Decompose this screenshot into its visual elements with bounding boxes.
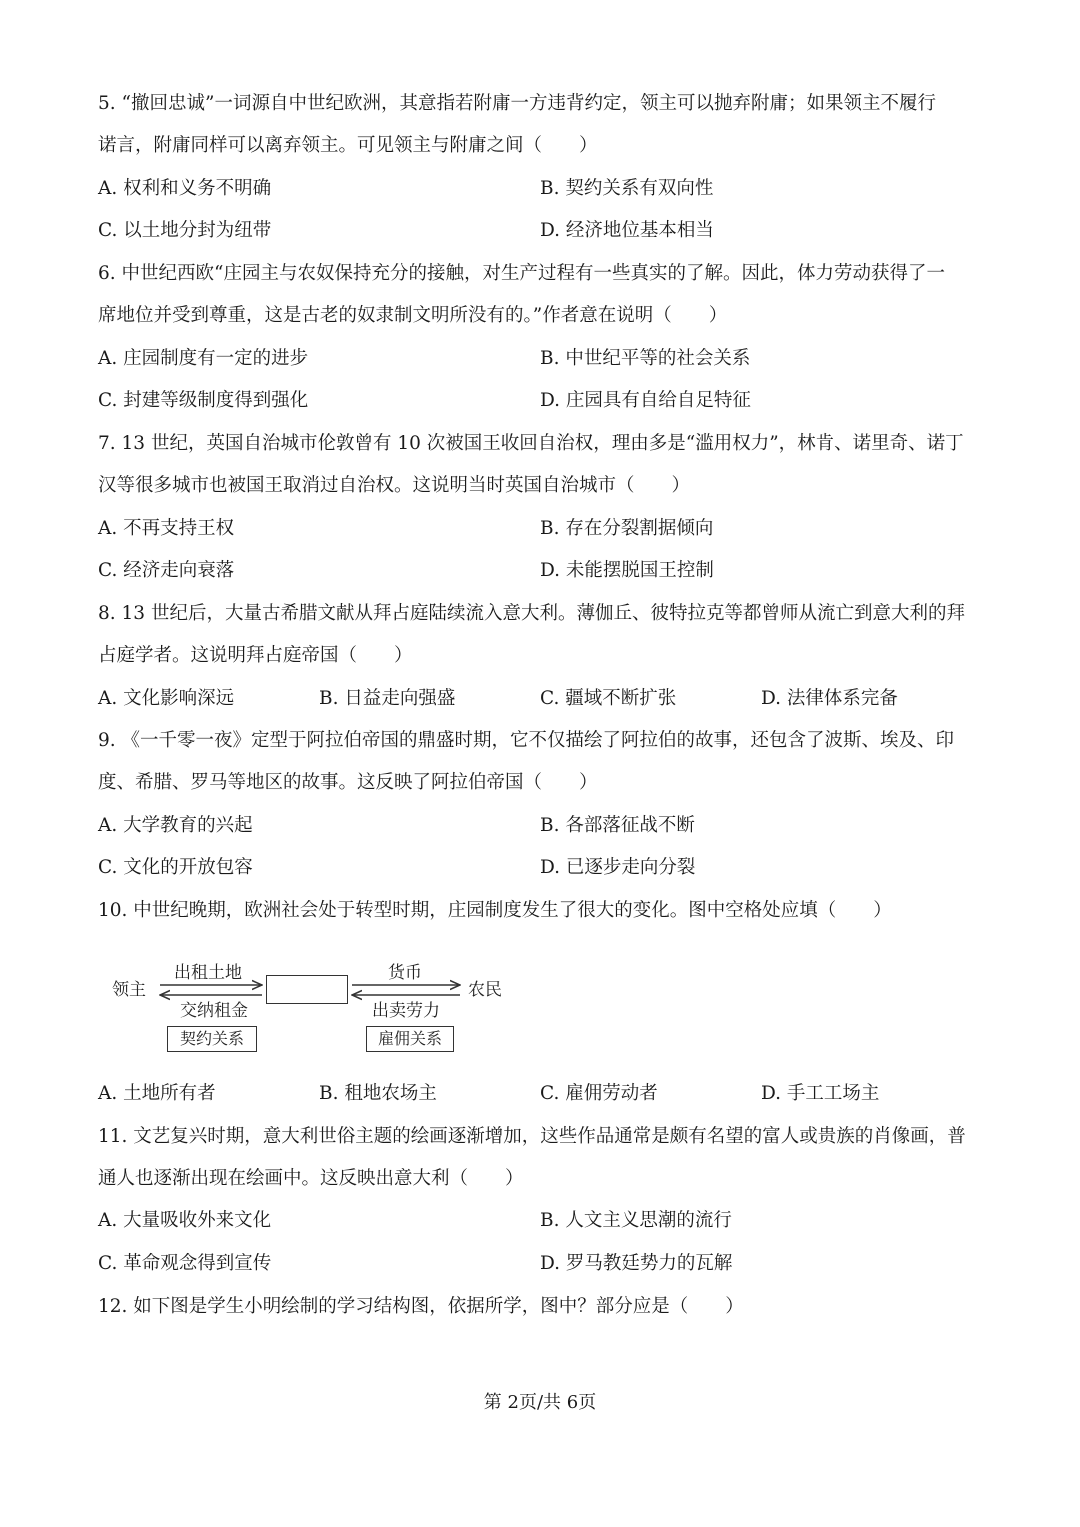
q11-line-2: 通人也逐渐出现在绘画中。这反映出意大利（ ） <box>98 1168 524 1189</box>
q5-option-d[interactable]: D. 经济地位基本相当 <box>540 220 714 241</box>
q8-option-a[interactable]: A. 文化影响深远 <box>98 688 235 709</box>
manor-relations-diagram <box>100 955 520 1060</box>
q6-line-2: 席地位并受到尊重，这是古老的奴隶制文明所没有的。”作者意在说明（ ） <box>98 305 728 326</box>
q12-line-1: 12. 如下图是学生小明绘制的学习结构图，依据所学，图中？部分应是（ ） <box>98 1296 744 1317</box>
tag-contract-relation: 契约关系 <box>167 1026 257 1052</box>
q5-option-a[interactable]: A. 权利和义务不明确 <box>98 178 272 199</box>
q5-option-b[interactable]: B. 契约关系有双向性 <box>540 178 714 199</box>
q11-option-a[interactable]: A. 大量吸收外来文化 <box>98 1210 272 1231</box>
label-pay-rent: 交纳租金 <box>180 1001 248 1021</box>
label-money: 货币 <box>388 963 422 983</box>
q8-option-c[interactable]: C. 疆域不断扩张 <box>540 688 677 709</box>
q7-option-b[interactable]: B. 存在分裂割据倾向 <box>540 518 714 539</box>
q11-option-c[interactable]: C. 革命观念得到宣传 <box>98 1253 272 1274</box>
q10-option-b[interactable]: B. 租地农场主 <box>319 1083 437 1104</box>
q7-option-a[interactable]: A. 不再支持王权 <box>98 518 235 539</box>
blank-answer-box <box>266 975 348 1004</box>
q10-option-a[interactable]: A. 土地所有者 <box>98 1083 216 1104</box>
q11-option-b[interactable]: B. 人文主义思潮的流行 <box>540 1210 732 1231</box>
node-peasant: 农民 <box>468 980 502 1000</box>
diagram-arrows <box>100 955 520 1060</box>
q10-line-1: 10. 中世纪晚期，欧洲社会处于转型时期，庄园制度发生了很大的变化。图中空格处应填（ ） <box>98 900 892 921</box>
q6-option-a[interactable]: A. 庄园制度有一定的进步 <box>98 348 309 369</box>
q8-option-b[interactable]: B. 日益走向强盛 <box>319 688 456 709</box>
q7-option-d[interactable]: D. 未能摆脱国王控制 <box>540 560 714 581</box>
q6-line-1: 6. 中世纪西欧“庄园主与农奴保持充分的接触，对生产过程有一些真实的了解。因此，体力劳动获得了一 <box>98 263 945 284</box>
q7-line-2: 汉等很多城市也被国王取消过自治权。这说明当时英国自治城市（ ） <box>98 475 691 496</box>
q6-option-d[interactable]: D. 庄园具有自给自足特征 <box>540 390 751 411</box>
q9-option-a[interactable]: A. 大学教育的兴起 <box>98 815 253 836</box>
q7-option-c[interactable]: C. 经济走向衰落 <box>98 560 235 581</box>
q9-option-c[interactable]: C. 文化的开放包容 <box>98 857 253 878</box>
q9-line-2: 度、希腊、罗马等地区的故事。这反映了阿拉伯帝国（ ） <box>98 772 598 793</box>
q5-line-2: 诺言，附庸同样可以离弃领主。可见领主与附庸之间（ ） <box>98 135 598 156</box>
q7-line-1: 7. 13 世纪，英国自治城市伦敦曾有 10 次被国王收回自治权，理由多是“滥用权力”，林肯、诺里奇、诺丁 <box>98 433 964 454</box>
q5-line-1: 5. “撤回忠诚”一词源自中世纪欧洲，其意指若附庸一方违背约定，领主可以抛弃附庸；如果领主不履行 <box>98 93 936 114</box>
q6-option-b[interactable]: B. 中世纪平等的社会关系 <box>540 348 751 369</box>
label-sell-labor: 出卖劳力 <box>372 1001 440 1021</box>
label-lease-land: 出租土地 <box>174 963 242 983</box>
q9-line-1: 9. 《一千零一夜》定型于阿拉伯帝国的鼎盛时期，它不仅描绘了阿拉伯的故事，还包含了波斯、埃及、印 <box>98 730 955 751</box>
q8-line-1: 8. 13 世纪后，大量古希腊文献从拜占庭陆续流入意大利。薄伽丘、彼特拉克等都曾师从流亡到意大利的拜 <box>98 603 965 624</box>
q11-line-1: 11. 文艺复兴时期，意大利世俗主题的绘画逐渐增加，这些作品通常是颇有名望的富人或贵族的肖像画，普 <box>98 1126 966 1147</box>
q10-option-c[interactable]: C. 雇佣劳动者 <box>540 1083 658 1104</box>
node-lord: 领主 <box>112 980 146 1000</box>
q5-option-c[interactable]: C. 以土地分封为纽带 <box>98 220 272 241</box>
q9-option-b[interactable]: B. 各部落征战不断 <box>540 815 695 836</box>
q11-option-d[interactable]: D. 罗马教廷势力的瓦解 <box>540 1253 733 1274</box>
q10-option-d[interactable]: D. 手工工场主 <box>761 1083 880 1104</box>
q8-option-d[interactable]: D. 法律体系完备 <box>761 688 898 709</box>
q8-line-2: 占庭学者。这说明拜占庭帝国（ ） <box>98 645 413 666</box>
page-number: 第 2页/共 6页 <box>483 1392 597 1413</box>
q6-option-c[interactable]: C. 封建等级制度得到强化 <box>98 390 309 411</box>
q9-option-d[interactable]: D. 已逐步走向分裂 <box>540 857 696 878</box>
tag-employment-relation: 雇佣关系 <box>366 1026 454 1052</box>
